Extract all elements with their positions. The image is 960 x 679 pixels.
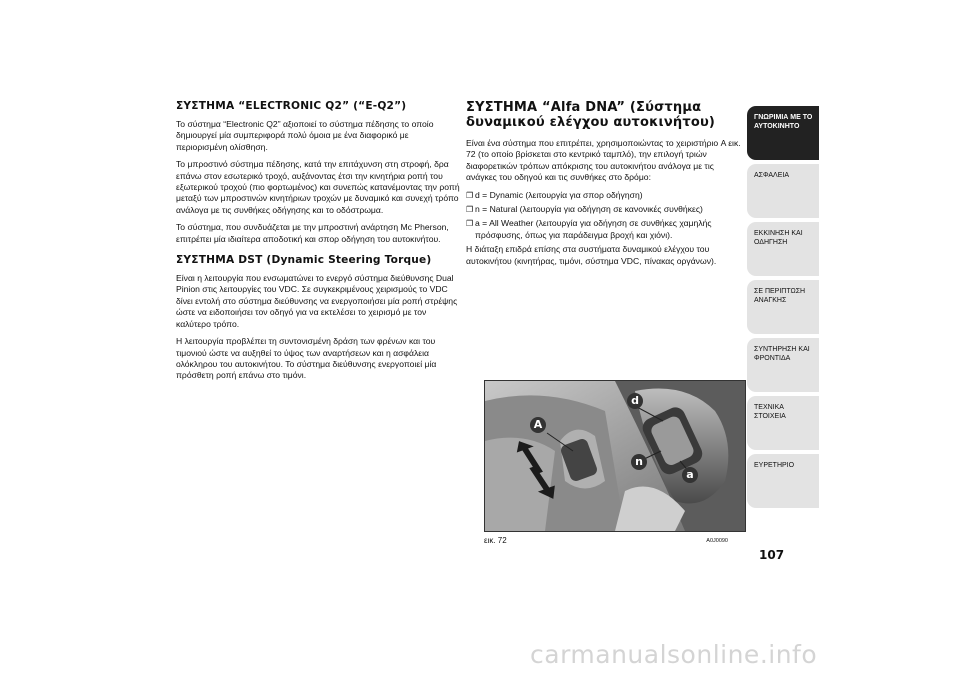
- chapter-tabs: [747, 106, 819, 512]
- dna-title-line-1: ΣΥΣΤΗΜΑ “Alfa DNA” (Σύστημα: [466, 100, 702, 115]
- figure-caption: εικ. 72: [484, 536, 507, 545]
- eq2-paragraph-1: Το σύστημα “Electronic Q2” αξιοποιεί το σύστημα πέδησης το οποίο δημιουργεί μία συμπεριφορά πολύ όμοια με ένα διαφορικό με περιορισμένη ολίσθηση.: [176, 119, 434, 152]
- eq2-paragraph-3: Το σύστημα, που συνδυάζεται με την μπροστινή ανάρτηση Mc Pherson, επιτρέπει μία ιδιαίτερα αποδοτική και σπορ οδήγηση του αυτοκινήτου.: [176, 222, 449, 244]
- dst-paragraph-1: Είναι η λειτουργία που ενσωματώνει το ενεργό σύστημα διεύθυνσης Dual Pinion στις λειτουργίες του VDC. Σε συγκεκριμένους χειρισμούς το VDC δίνει εντολή στο σύστημα διεύθυνσης να ενεργοποιήσει μία ροπή στρέψης ώστε να ειδοποιήσει τον οδηγό για να εκτελέσει το χειρισμό με τον καλύτερο τρόπο.: [176, 273, 458, 329]
- section-title-eq2: ΣΥΣΤΗΜΑ “ELECTRONIC Q2” (“E-Q2”): [176, 100, 407, 112]
- tab-index[interactable]: ΕΥΡΕΤΗΡΙΟ: [747, 454, 819, 508]
- dna-title-line-2: δυναμικού ελέγχου αυτοκινήτου): [466, 115, 716, 130]
- figure-code: A0J0090: [706, 538, 728, 544]
- tab-safety[interactable]: ΑΣΦΑΛΕΙΑ: [747, 164, 819, 218]
- callout-A: A: [530, 417, 546, 433]
- dna-selector-photo: [484, 380, 746, 532]
- tab-emergency[interactable]: ΣΕ ΠΕΡΙΠΤΩΣΗ ΑΝΑΓΚΗΣ: [747, 280, 819, 334]
- section-title-dst: ΣΥΣΤΗΜΑ DST (Dynamic Steering Torque): [176, 254, 432, 267]
- tab-maintenance[interactable]: ΣΥΝΤΗΡΗΣΗ ΚΑΙ ΦΡΟΝΤΙΔΑ: [747, 338, 819, 392]
- tab-getting-to-know-car[interactable]: ΓΝΩΡΙΜΙΑ ΜΕ ΤΟ ΑΥΤΟΚΙΝΗΤΟ: [747, 106, 819, 160]
- figure-72: [484, 380, 746, 546]
- checkbox-icon: ❐: [466, 190, 474, 200]
- tab-starting-driving[interactable]: ΕΚΚΙΝΗΣΗ ΚΑΙ ΟΔΗΓΗΣΗ: [747, 222, 819, 276]
- tab-technical-data[interactable]: ΤΕΧΝΙΚΑ ΣΤΟΙΧΕΙΑ: [747, 396, 819, 450]
- right-column: [466, 100, 742, 273]
- eq2-paragraph-2: Το μπροστινό σύστημα πέδησης, κατά την επιτάχυνση στη στροφή, δρα επάνω στον εσωτερικό τροχό, αυξάνοντας έτσι την κινητήρια ροπή του εξωτερικού τροχού (πιο φορτωμένος) και συνεπώς κατανέμοντας την ροπή μεταξύ των μπροστινών κινητήριων τροχών με δυναμικό και συνεχή τρόπο ανάλογα με τις συνθήκες οδήγησης και το οδόστρωμα.: [176, 159, 460, 215]
- dna-selector-illustration: [485, 381, 745, 531]
- dna-outro: Η διάταξη επιδρά επίσης στα συστήματα δυναμικού ελέγχου του αυτοκινήτου (κινητήρας, τιμόνι, σύστημα VDC, πίνακας οργάνων).: [466, 244, 717, 266]
- mode-bullet-n: [466, 204, 742, 215]
- mode-text-d: d = Dynamic (λειτουργία για σπορ οδήγηση): [475, 189, 643, 200]
- dna-intro: Είναι ένα σύστημα που επιτρέπει, χρησιμοποιώντας το χειριστήριο A εικ. 72 (το οποίο βρίσκεται στο κεντρικό ταμπλό), την επιλογή τριών διαφορετικών τρόπων απόκρισης του αυτοκινήτου ανάλογα με τις ανάγκες του οδηγού και τις συνθήκες στο δρόμο:: [466, 138, 741, 183]
- callout-d: d: [627, 393, 643, 409]
- mode-text-n: n = Natural (λειτουργία για οδήγηση σε κανονικές συνθήκες): [475, 204, 703, 215]
- page-number: 107: [759, 548, 785, 562]
- mode-text-a: a = All Weather (λειτουργία για οδήγηση σε συνθήκες χαμηλής πρόσφυσης, όπως για παράδειγμα βροχή και χιόνι).: [475, 218, 712, 240]
- watermark: carmanualsonline.info: [530, 640, 818, 669]
- checkbox-icon: ❐: [466, 205, 474, 215]
- callout-a: a: [682, 467, 698, 483]
- mode-bullet-a: [466, 218, 742, 241]
- left-column: [176, 100, 462, 388]
- checkbox-icon: ❐: [466, 219, 474, 229]
- dst-paragraph-2: Η λειτουργία προβλέπει τη συντονισμένη δράση των φρένων και του τιμονιού ώστε να αυξηθεί το ύψος των αναρτήσεων και η ασφάλεια ολόκληρου του αυτοκινήτου. Το σύστημα διεύθυνσης ενεργοποιεί μία πρόσθετη ροπή επάνω στο τιμόνι.: [176, 336, 437, 381]
- mode-bullet-d: [466, 190, 742, 201]
- section-title-dna: [466, 100, 742, 130]
- callout-n: n: [631, 454, 647, 470]
